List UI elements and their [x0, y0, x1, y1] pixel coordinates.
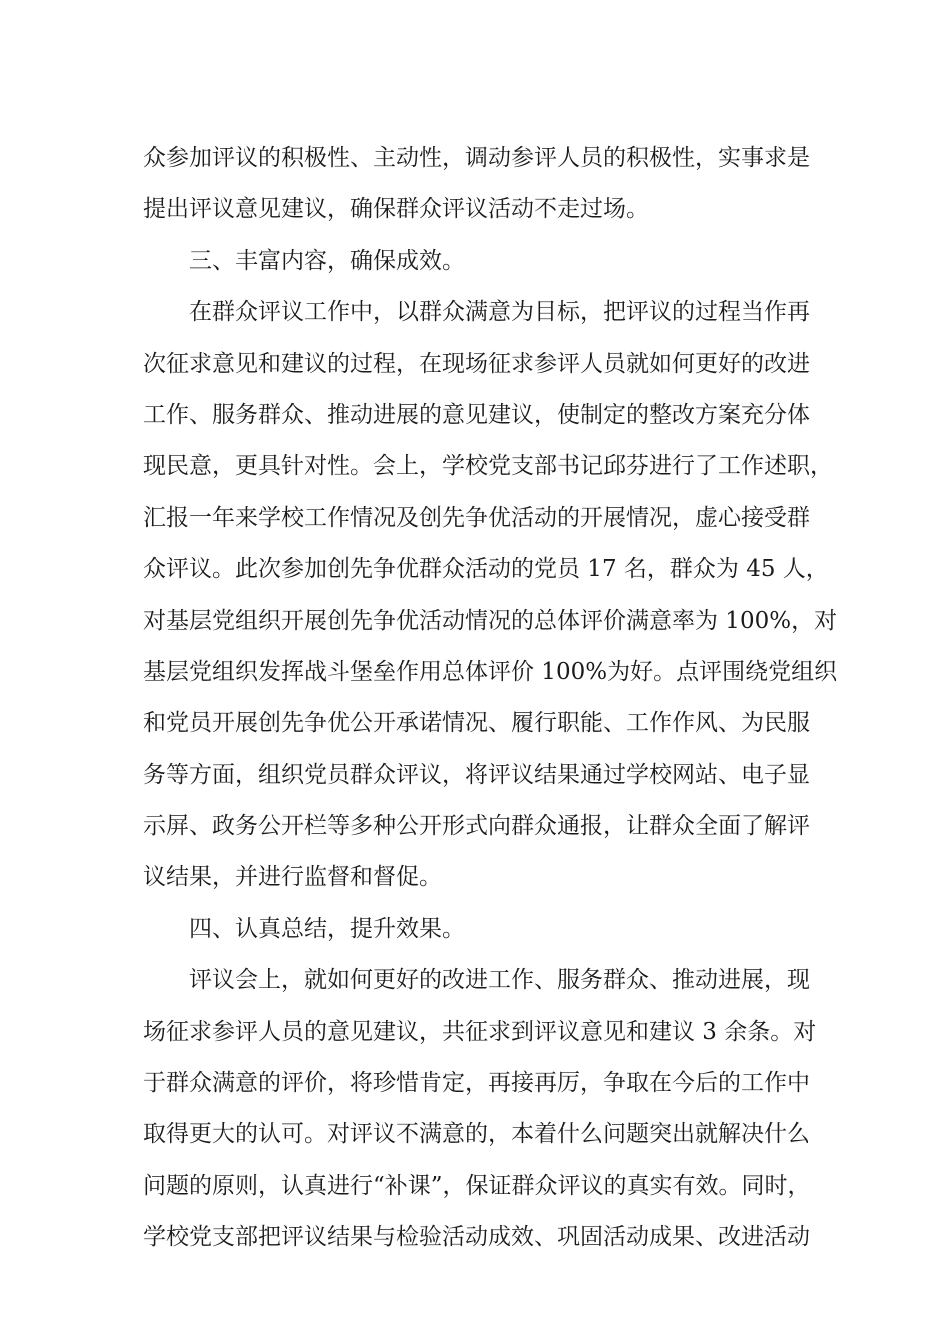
text-line: 汇报一年来学校工作情况及创先争优活动的开展情况，虚心接受群 [143, 504, 810, 531]
text-line: 问题的原则，认真进行“补课”，保证群众评议的真实有效。同时， [143, 1172, 811, 1199]
text-line: 次征求意见和建议的过程，在现场征求参评人员就如何更好的改进 [143, 350, 810, 377]
text-line: 基层党组织发挥战斗堡垒作用总体评价 100%为好。点评围绕党组织 [143, 658, 838, 685]
text-line: 务等方面，组织党员群众评议，将评议结果通过学校网站、电子显 [143, 761, 810, 788]
section-heading: 四、认真总结，提升效果。 [189, 915, 465, 942]
text-line: 提出评议意见建议，确保群众评议活动不走过场。 [143, 196, 649, 223]
text-line: 于群众满意的评价，将珍惜肯定，再接再厉，争取在今后的工作中 [143, 1070, 810, 1097]
text-line: 众参加评议的积极性、主动性，调动参评人员的积极性，实事求是 [143, 145, 810, 171]
text-line: 场征求参评人员的意见建议，共征求到评议意见和建议 3 余条。对 [143, 1018, 817, 1045]
text-line: 现民意，更具针对性。会上，学校党支部书记邱芬进行了工作述职， [143, 453, 833, 480]
text-line: 工作、服务群众、推动进展的意见建议，使制定的整改方案充分体 [143, 401, 810, 428]
text-line: 众评议。此次参加创先争优群众活动的党员 17 名，群众为 45 人， [143, 556, 829, 583]
text-line: 和党员开展创先争优公开承诺情况、履行职能、工作作风、为民服 [143, 710, 810, 737]
text-line: 在群众评议工作中，以群众满意为目标，把评议的过程当作再 [189, 299, 810, 326]
text-line: 示屏、政务公开栏等多种公开形式向群众通报，让群众全面了解评 [143, 813, 810, 840]
text-line: 取得更大的认可。对评议不满意的，本着什么问题突出就解决什么 [143, 1121, 810, 1148]
text-line: 议结果，并进行监督和督促。 [143, 864, 442, 891]
text-line: 学校党支部把评议结果与检验活动成效、巩固活动成果、改进活动 [143, 1224, 810, 1251]
document-body [143, 133, 843, 1264]
text-line: 对基层党组织开展创先争优活动情况的总体评价满意率为 100%，对 [143, 607, 838, 634]
text-line: 评议会上，就如何更好的改进工作、服务群众、推动进展，现 [189, 967, 810, 994]
section-heading: 三、丰富内容，确保成效。 [189, 247, 465, 274]
